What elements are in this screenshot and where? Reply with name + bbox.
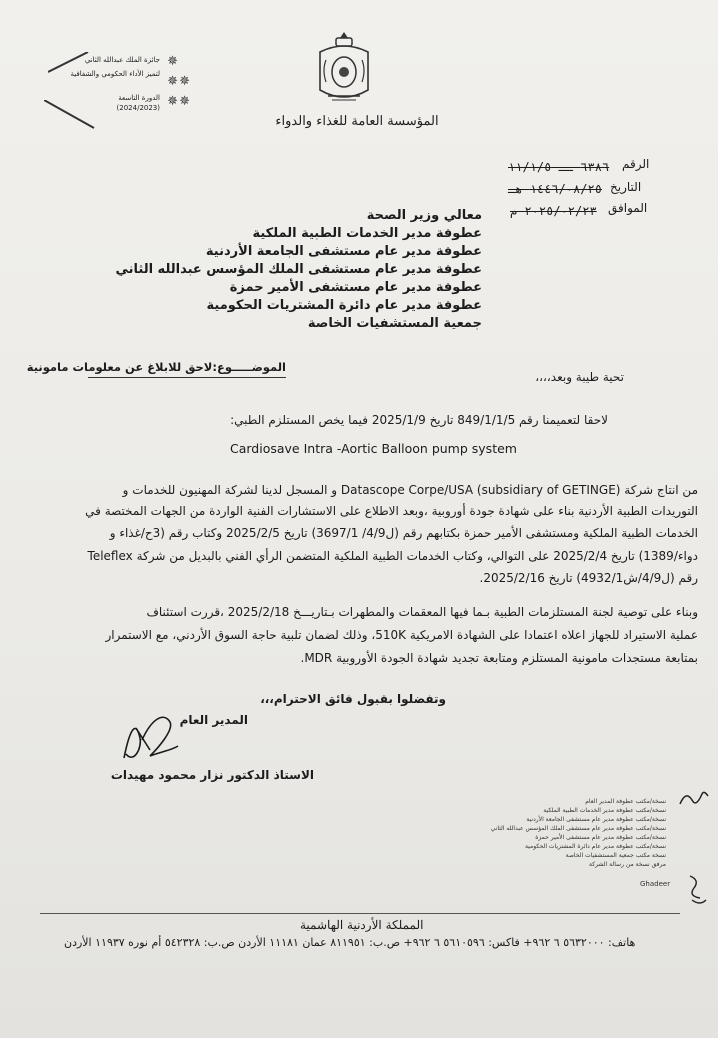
recipient-line: معالي وزير الصحة bbox=[366, 208, 482, 223]
ref-number-value: ٦٣٨٦ ــ ١١/١/٥ bbox=[508, 160, 610, 174]
cc-item: نسخة/مكتب عطوفة مدير عام مستشفى الأمير حمزة bbox=[535, 834, 666, 841]
signatory-title: المدير العام bbox=[179, 713, 248, 727]
cc-item: نسخة مكتب جمعية المستشفيات الخاصة bbox=[565, 852, 666, 859]
jordan-emblem-icon bbox=[312, 30, 376, 110]
award-line-3: الدورة التاسعة bbox=[118, 94, 160, 102]
product-name: Cardiosave Intra -Aortic Balloon pump system bbox=[230, 441, 517, 456]
subject-line: الموضـــــوع:لاحق للابلاغ عن معلومات مامونية bbox=[26, 360, 286, 374]
ref-number-label: الرقم bbox=[622, 157, 650, 171]
star-icon: ✵ bbox=[167, 74, 178, 89]
footer-contact: هاتف: ٥٦٣٢٠٠٠ ٦ ٩٦٢+ فاكس: ٥٦١٠٥٩٦ ٦ ٩٦٢+ ص.ب: ٨١١٩٥١ عمان ١١١٨١ الأردن ص.ب: ٥٤٢٣٢٨ أم نوره ١١٩٣٧ الأردن bbox=[64, 936, 636, 949]
paragraph-2-line: عملية الاستيراد للجهاز اعلاه اعتمادا على الشهادة الامريكية 510K، وذلك لضمان تلبية حاجة السوق الأردني، مع الاستمرار bbox=[105, 628, 698, 642]
star-icon: ✵ bbox=[179, 74, 190, 89]
paragraph-2-line: بمتابعة مستجدات مامونية المستلزم ومتابعة تجديد شهادة الجودة الأوروبية MDR. bbox=[300, 651, 698, 665]
greeting: تحية طيبة وبعد،،،، bbox=[535, 370, 624, 384]
star-icon: ✵ bbox=[179, 94, 190, 109]
closing-line: وتفضلوا بقبول فائق الاحترام،،، bbox=[260, 692, 446, 706]
subject-underline bbox=[88, 377, 286, 378]
award-line-4: (2024/2023) bbox=[116, 104, 160, 112]
paragraph-1-line: دواء/1389) تاريخ 2025/2/4 على التوالي، وكتاب الخدمات الطبية الملكية المتضمن الرأي الفني بالبديل من شركة Teleflex bbox=[87, 549, 698, 563]
cc-item: مرفق نسخة من رسالة الشركة bbox=[589, 861, 666, 868]
handwritten-initials-icon bbox=[676, 786, 712, 812]
cc-item: نسخة/مكتب عطوفة المدير العام bbox=[585, 798, 666, 805]
footer-country: المملكة الأردنية الهاشمية bbox=[300, 918, 424, 932]
paragraph-2-line: وبناء على توصية لجنة المستلزمات الطبية بـما فيها المعقمات والمطهرات بـتاريـــخ 2025/2/18 ،قررت استئناف bbox=[146, 605, 698, 619]
award-line-1: جائزة الملك عبدالله الثاني bbox=[84, 56, 160, 64]
cc-item: نسخة/مكتب عطوفة مدير عام مستشفى الجامعة الأردنية bbox=[526, 816, 666, 823]
organization-name: المؤسسة العامة للغذاء والدواء bbox=[275, 114, 439, 129]
recipient-line: عطوفة مدير الخدمات الطبية الملكية bbox=[252, 226, 482, 241]
star-icon: ✵ bbox=[167, 94, 178, 109]
stripes-icon bbox=[44, 100, 104, 140]
award-line-2: لتميز الأداء الحكومي والشفافية bbox=[70, 70, 160, 78]
award-badge bbox=[58, 48, 190, 138]
paragraph-1-line: الخدمات الطبية الملكية ومستشفى الأمير حمزة بكتابهم رقم (ل4/9/ 3697/1) تاريخ 2025/2/5 وكتاب رقم (3ح/غذاء و bbox=[109, 526, 698, 540]
cc-item: نسخة/مكتب عطوفة مدير عام دائرة المشتريات الحكومية bbox=[524, 843, 666, 850]
recipient-line: عطوفة مدير عام مستشفى الأمير حمزة bbox=[229, 280, 482, 295]
paragraph-1-line: التوريدات الطبية الأردنية بناء على شهادة جودة أوروبية ،وبعد الاطلاع على الاستشارات الفنية الواردة من الجهات المختصة في bbox=[85, 504, 698, 518]
footer-divider bbox=[40, 913, 680, 914]
cc-item: نسخة/مكتب عطوفة مدير الخدمات الطبية الملكية bbox=[543, 807, 666, 814]
intro-line: لاحقا لتعميمنا رقم 849/1/1/5 تاريخ 2025/1/9 فيما يخص المستلزم الطبي: bbox=[230, 413, 608, 427]
recipient-line: عطوفة مدير عام مستشفى الجامعة الأردنية bbox=[205, 244, 482, 259]
paragraph-1-line: رقم (ل4/9/ش4932/1) تاريخ 2025/2/16. bbox=[479, 571, 698, 585]
recipient-line: عطوفة مدير عام مستشفى الملك المؤسس عبدالله الثاني bbox=[115, 262, 482, 277]
ref-date-label: التاريخ bbox=[610, 180, 642, 194]
cc-item: نسخة/مكتب عطوفة مدير عام مستشفى الملك المؤسس عبدالله الثاني bbox=[490, 825, 666, 832]
recipient-line: جمعية المستشفيات الخاصة bbox=[307, 316, 482, 331]
ref-corresponding-value: ٢٠٢٥/٠٢/٢٣ م bbox=[510, 204, 597, 218]
handwritten-note-icon bbox=[684, 870, 714, 914]
star-icon: ✵ bbox=[167, 54, 178, 69]
signatory-name: الاستاذ الدكتور نزار محمود مهيدات bbox=[110, 768, 314, 782]
recipient-line: عطوفة مدير عام دائرة المشتريات الحكومية bbox=[206, 298, 482, 313]
paragraph-1-line: من انتاج شركة Datascope Corpe/USA (subsidiary of GETINGE) و المسجل لدينا لشركة المهنيون للخدمات و bbox=[122, 483, 698, 497]
ref-date-value: ١٤٤٦/٠٨/٢٥ هـ bbox=[508, 182, 602, 196]
ref-corresponding-label: الموافق bbox=[608, 201, 648, 215]
stripes-icon bbox=[48, 52, 98, 82]
signature-image bbox=[116, 708, 186, 772]
typist-initials: Ghadeer bbox=[640, 880, 671, 888]
